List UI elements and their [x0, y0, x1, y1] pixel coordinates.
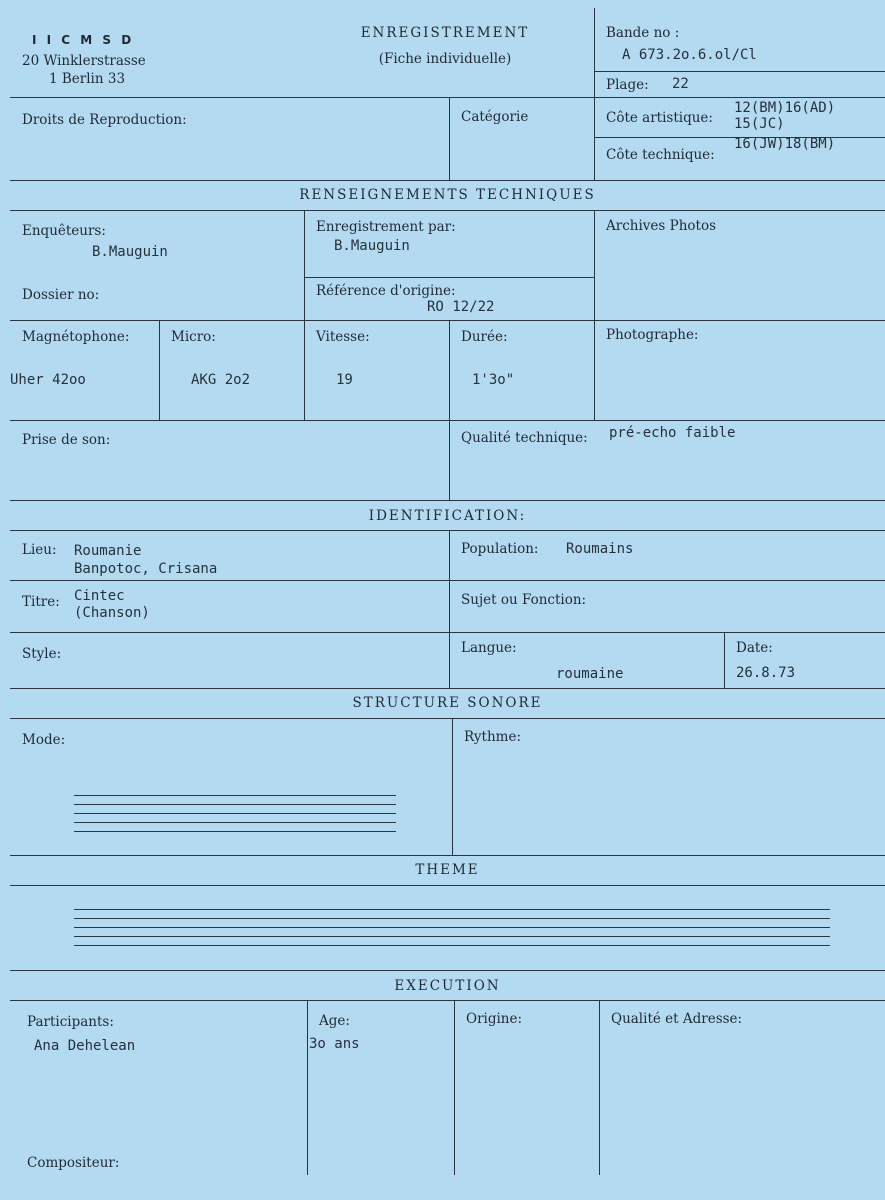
rule-execution-heading	[10, 1000, 885, 1001]
magnetophone-value: Uher 42oo	[10, 372, 86, 388]
rule-style-bottom	[10, 688, 885, 689]
dossier-label: Dossier no:	[22, 287, 100, 303]
rule-dossier-bottom	[10, 320, 885, 321]
titre-value-1: Cintec	[74, 588, 125, 604]
rule-date-left	[724, 632, 725, 688]
rule-micro-left	[159, 320, 160, 420]
titre-value-2: (Chanson)	[74, 605, 150, 621]
mode-label: Mode:	[22, 732, 66, 748]
form-subtitle: (Fiche individuelle)	[378, 51, 512, 67]
theme-staff-line	[74, 936, 830, 937]
cote-technique-label: Côte technique:	[606, 147, 715, 163]
micro-value: AKG 2o2	[191, 372, 251, 388]
rule-age-left	[307, 1000, 308, 1175]
participants-value: Ana Dehelean	[34, 1038, 136, 1054]
mode-staff-line	[74, 804, 396, 805]
rule-technique-col4	[594, 210, 595, 420]
lieu-value-2: Banpotoc, Crisana	[74, 561, 218, 577]
cote-technique-value: 16(JW)18(BM)	[734, 136, 836, 152]
vitesse-label: Vitesse:	[316, 329, 370, 345]
plage-value: 22	[672, 76, 689, 92]
prise-de-son-label: Prise de son:	[22, 432, 111, 448]
form-title: ENREGISTREMENT	[360, 25, 530, 41]
theme-heading: THEME	[415, 862, 480, 878]
enregistrement-label: Enregistrement par:	[316, 219, 456, 235]
magnetophone-label: Magnétophone:	[22, 329, 130, 345]
langue-label: Langue:	[461, 640, 517, 656]
rule-plage-top	[594, 71, 885, 72]
org-address-city: 1 Berlin 33	[49, 71, 126, 87]
mode-staff-line	[74, 831, 396, 832]
rule-header-right	[594, 8, 595, 180]
rule-duree-left	[449, 320, 450, 420]
rule-technique-col2	[304, 210, 305, 420]
rule-equipment-bottom	[10, 420, 885, 421]
plage-label: Plage:	[606, 77, 649, 93]
archives-photos-label: Archives Photos	[606, 218, 716, 234]
rule-rythme-left	[452, 718, 453, 855]
qualite-adresse-label: Qualité et Adresse:	[611, 1011, 743, 1027]
mode-staff-line	[74, 813, 396, 814]
age-label: Age:	[319, 1013, 350, 1029]
duree-value: 1'3o"	[472, 372, 515, 388]
rule-lieu-bottom	[10, 580, 885, 581]
age-value: 3o ans	[309, 1036, 360, 1052]
enqueteurs-label: Enquêteurs:	[22, 223, 106, 239]
lieu-value-1: Roumanie	[74, 543, 142, 559]
rule-theme-heading	[10, 885, 885, 886]
structure-heading: STRUCTURE SONORE	[352, 695, 543, 711]
vitesse-value: 19	[336, 372, 353, 388]
theme-staff-line	[74, 918, 830, 919]
cote-artistique-value-1: 12(BM)16(AD)	[734, 100, 836, 116]
photographe-label: Photographe:	[606, 327, 699, 343]
origine-label: Origine:	[466, 1011, 523, 1027]
cote-artistique-label: Côte artistique:	[606, 110, 713, 126]
date-value: 26.8.73	[736, 665, 796, 681]
execution-heading: EXECUTION	[394, 978, 501, 994]
population-label: Population:	[461, 541, 539, 557]
lieu-label: Lieu:	[22, 542, 57, 558]
qualite-technique-label: Qualité technique:	[461, 430, 588, 446]
qualite-technique-value: pré-echo faible	[609, 425, 736, 441]
rule-structure-heading	[10, 718, 885, 719]
enqueteurs-value: B.Mauguin	[92, 244, 168, 260]
mode-staff-line	[74, 795, 396, 796]
style-label: Style:	[22, 646, 62, 662]
theme-staff-line	[74, 909, 830, 910]
reference-value: RO 12/22	[427, 299, 495, 315]
participants-label: Participants:	[27, 1014, 114, 1030]
droits-label: Droits de Reproduction:	[22, 112, 187, 128]
bande-value: A 673.2o.6.ol/Cl	[622, 47, 757, 63]
org-address-street: 20 Winklerstrasse	[22, 53, 146, 69]
org-name: I I C M S D	[32, 33, 135, 47]
rule-qualite-adresse-left	[599, 1000, 600, 1175]
duree-label: Durée:	[461, 329, 508, 345]
theme-staff-line	[74, 927, 830, 928]
micro-label: Micro:	[171, 329, 216, 345]
rule-header-bottom	[10, 97, 885, 98]
langue-value: roumaine	[556, 666, 624, 682]
rule-theme-bottom	[10, 970, 885, 971]
categorie-label: Catégorie	[461, 109, 529, 125]
technique-heading: RENSEIGNEMENTS TECHNIQUES	[299, 187, 596, 203]
sujet-label: Sujet ou Fonction:	[461, 592, 587, 608]
rule-rights-bottom	[10, 180, 885, 181]
cote-artistique-value-2: 15(JC)	[734, 116, 785, 132]
population-value: Roumains	[566, 541, 634, 557]
theme-staff-line	[74, 945, 830, 946]
bande-label: Bande no :	[606, 25, 680, 41]
titre-label: Titre:	[22, 594, 60, 610]
compositeur-label: Compositeur:	[27, 1155, 120, 1171]
mode-staff-line	[74, 822, 396, 823]
rule-prise-bottom	[10, 500, 885, 501]
rule-identification-mid	[449, 530, 450, 688]
identification-heading: IDENTIFICATION:	[368, 508, 527, 524]
rule-technique-heading	[10, 210, 885, 211]
rule-qualite-left	[449, 420, 450, 500]
rule-reference-top	[304, 277, 595, 278]
rule-structure-bottom	[10, 855, 885, 856]
rule-identification-heading	[10, 530, 885, 531]
enregistrement-value: B.Mauguin	[334, 238, 410, 254]
rule-origine-left	[454, 1000, 455, 1175]
reference-label: Référence d'origine:	[316, 283, 456, 299]
date-label: Date:	[736, 640, 773, 656]
rule-titre-bottom	[10, 632, 885, 633]
rythme-label: Rythme:	[464, 729, 522, 745]
rule-categorie-left	[449, 97, 450, 180]
